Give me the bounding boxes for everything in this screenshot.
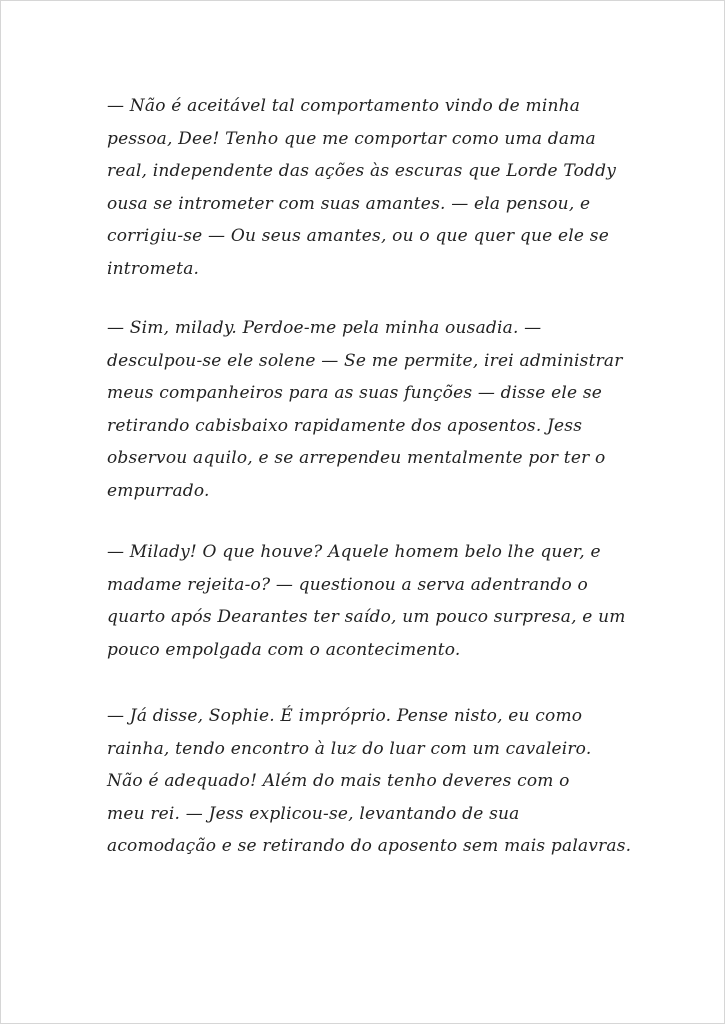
paragraph-2 xyxy=(107,312,667,507)
text-line: real, independente das ações às escuras que Lorde Toddy xyxy=(107,161,617,181)
text-line: rainha, tendo encontro à luz do luar com um cavaleiro. xyxy=(107,738,592,759)
text-line: pessoa, Dee! Tenho que me comportar como uma dama xyxy=(107,128,596,149)
text-line: — Não é aceitável tal comportamento vindo de minha xyxy=(107,96,581,116)
paragraph-3 xyxy=(107,536,667,666)
text-line: meu rei. — Jess explicou-se, levantando de sua xyxy=(107,803,520,824)
text-line: empurrado. xyxy=(107,480,210,501)
text-line: intrometa. xyxy=(107,258,200,279)
text-line: — Sim, milady. Perdoe-me pela minha ousadia. — xyxy=(107,318,542,338)
text-line: — Milady! O que houve? Aquele homem belo lhe quer, e xyxy=(107,542,601,562)
text-line: quarto após Dearantes ter saído, um pouco surpresa, e um xyxy=(107,607,626,627)
text-line: madame rejeita-o? — questionou a serva adentrando o xyxy=(107,574,588,595)
text-line: Não é adequado! Além do mais tenho deveres com o xyxy=(107,771,570,791)
paragraph-1 xyxy=(107,90,667,285)
text-line: pouco empolgada com o acontecimento. xyxy=(107,639,461,660)
text-line: ousa se intrometer com suas amantes. — ela pensou, e xyxy=(107,193,591,214)
text-line: retirando cabisbaixo rapidamente dos aposentos. Jess xyxy=(107,415,583,436)
text-line: corrigiu-se — Ou seus amantes, ou o que quer que ele se xyxy=(107,226,609,246)
text-line: acomodação e se retirando do aposento sem mais palavras. xyxy=(107,836,632,856)
paragraph-4 xyxy=(107,700,667,863)
text-line: — Já disse, Sophie. É impróprio. Pense nisto, eu como xyxy=(107,706,583,726)
text-line: meus companheiros para as suas funções — disse ele se xyxy=(107,383,603,403)
text-line: desculpou-se ele solene — Se me permite, irei administrar xyxy=(107,350,623,371)
text-line: observou aquilo, e se arrependeu mentalmente por ter o xyxy=(107,448,606,468)
